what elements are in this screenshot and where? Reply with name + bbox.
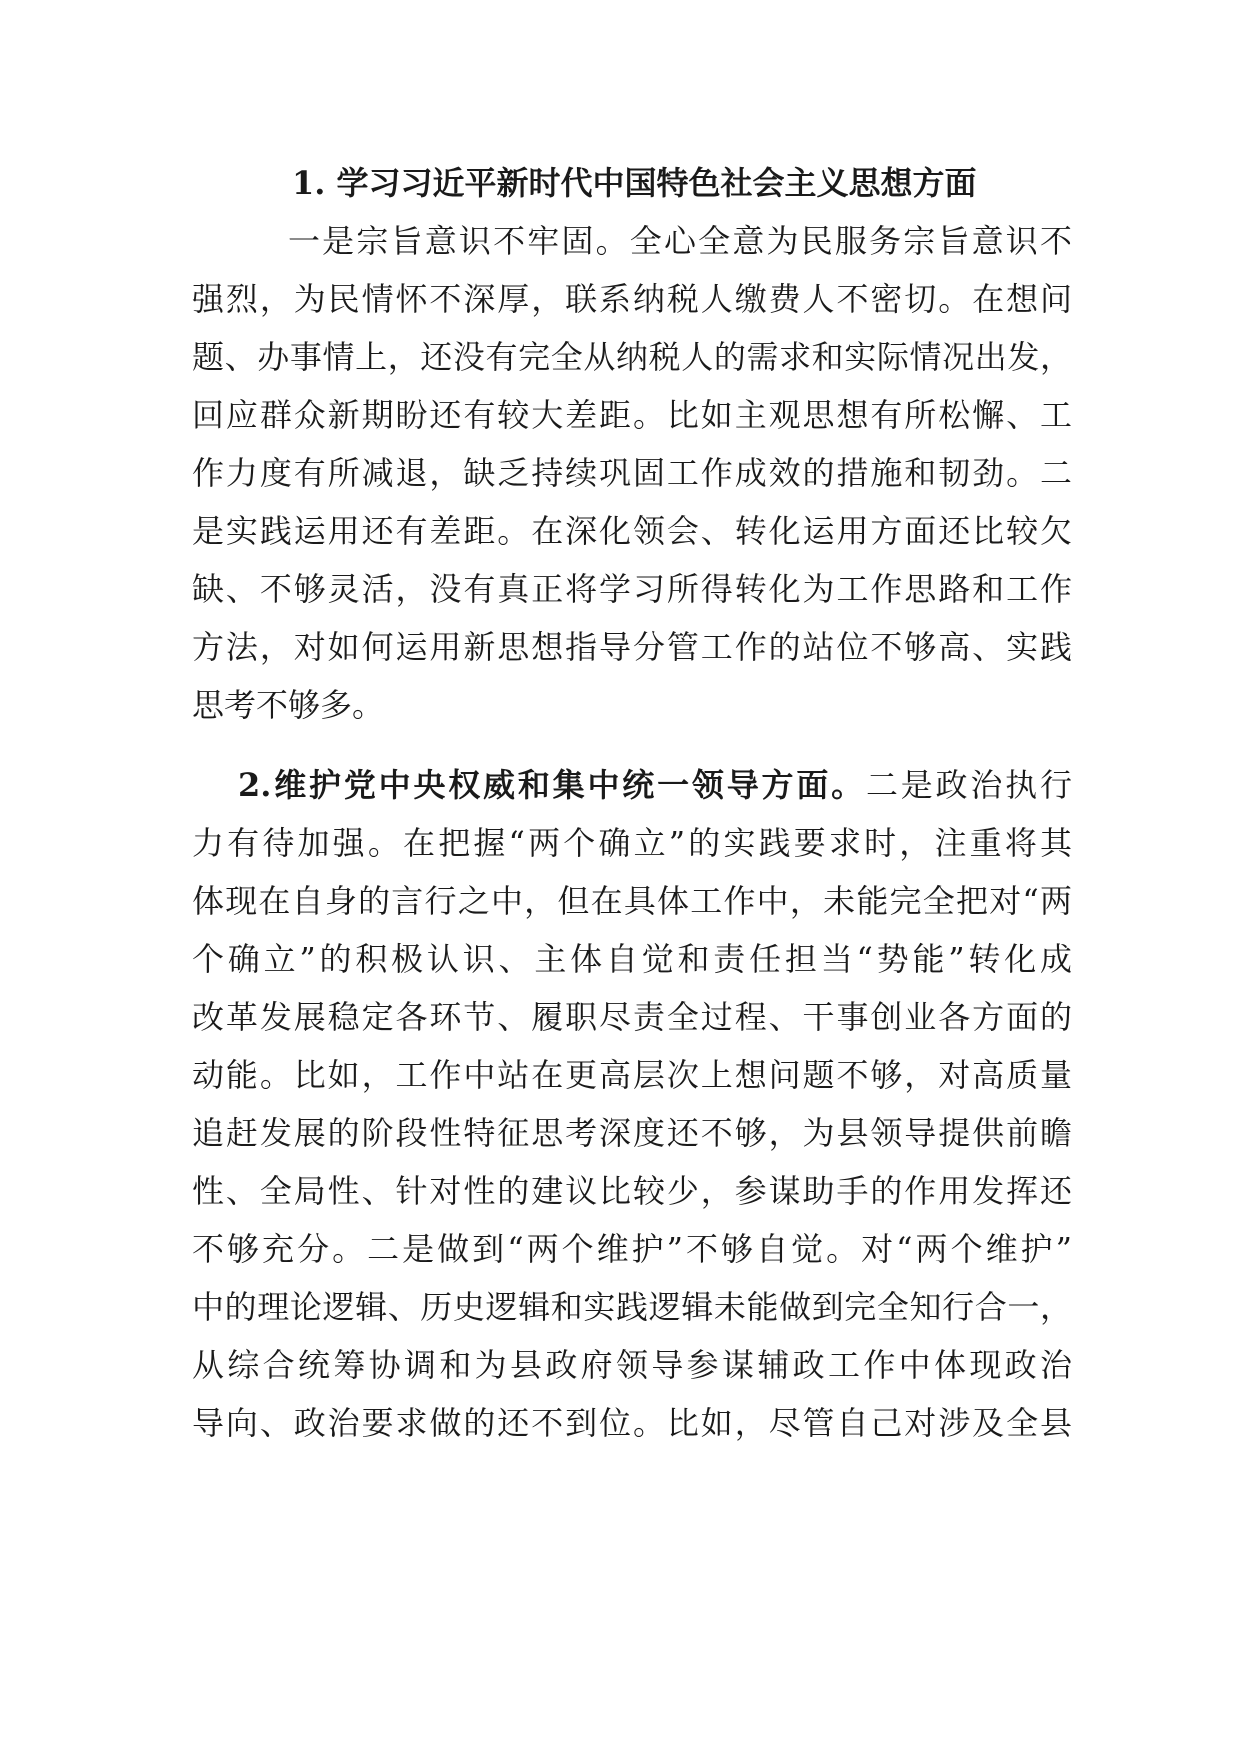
section-2-line: 从综合统筹协调和为县政府领导参谋辅政工作中体现政治 [192, 1346, 1072, 1384]
section-1-line: 思考不够多。 [192, 686, 385, 724]
section-2-line: 动能。比如，工作中站在更高层次上想问题不够，对高质量 [192, 1056, 1072, 1094]
section-2-line: 体现在自身的言行之中，但在具体工作中，未能完全把对“两 [192, 882, 1072, 920]
section-2-first-line-text: 二是政治执行 [865, 766, 1072, 804]
document-body [192, 154, 1072, 1452]
section-1-line: 回应群众新期盼还有较大差距。比如主观思想有所松懈、工 [192, 396, 1072, 434]
section-2-line: 性、全局性、针对性的建议比较少，参谋助手的作用发挥还 [192, 1172, 1072, 1210]
section-2-line: 中的理论逻辑、历史逻辑和实践逻辑未能做到完全知行合一， [192, 1288, 1072, 1326]
section-2-line: 力有待加强。在把握“两个确立”的实践要求时，注重将其 [192, 824, 1072, 862]
section-1-line: 是实践运用还有差距。在深化领会、转化运用方面还比较欠 [192, 512, 1072, 550]
section-1-line: 一是宗旨意识不牢固。全心全意为民服务宗旨意识不 [288, 222, 1072, 260]
section-gap [192, 734, 1072, 756]
section-1-heading: 1. 学习习近平新时代中国特色社会主义思想方面 [292, 164, 977, 202]
section-2-line: 个确立”的积极认识、主体自觉和责任担当“势能”转化成 [192, 940, 1072, 978]
section-2-line: 改革发展稳定各环节、履职尽责全过程、干事创业各方面的 [192, 998, 1072, 1036]
section-1-line: 题、办事情上，还没有完全从纳税人的需求和实际情况出发， [192, 338, 1072, 376]
section-1-line: 方法，对如何运用新思想指导分管工作的站位不够高、实践 [192, 628, 1072, 666]
section-2-line: 追赶发展的阶段性特征思考深度还不够，为县领导提供前瞻 [192, 1114, 1072, 1152]
section-2-line: 不够充分。二是做到“两个维护”不够自觉。对“两个维护” [192, 1230, 1072, 1268]
section-2-line: 导向、政治要求做的还不到位。比如，尽管自己对涉及全县 [192, 1404, 1072, 1442]
section-2-heading: 2.维护党中央权威和集中统一领导方面。 [238, 766, 866, 804]
section-1-line: 强烈，为民情怀不深厚，联系纳税人缴费人不密切。在想问 [192, 280, 1072, 318]
section-1-line: 缺、不够灵活，没有真正将学习所得转化为工作思路和工作 [192, 570, 1072, 608]
section-2-first-line [192, 756, 1072, 814]
section-1-line: 作力度有所减退，缺乏持续巩固工作成效的措施和韧劲。二 [192, 454, 1072, 492]
